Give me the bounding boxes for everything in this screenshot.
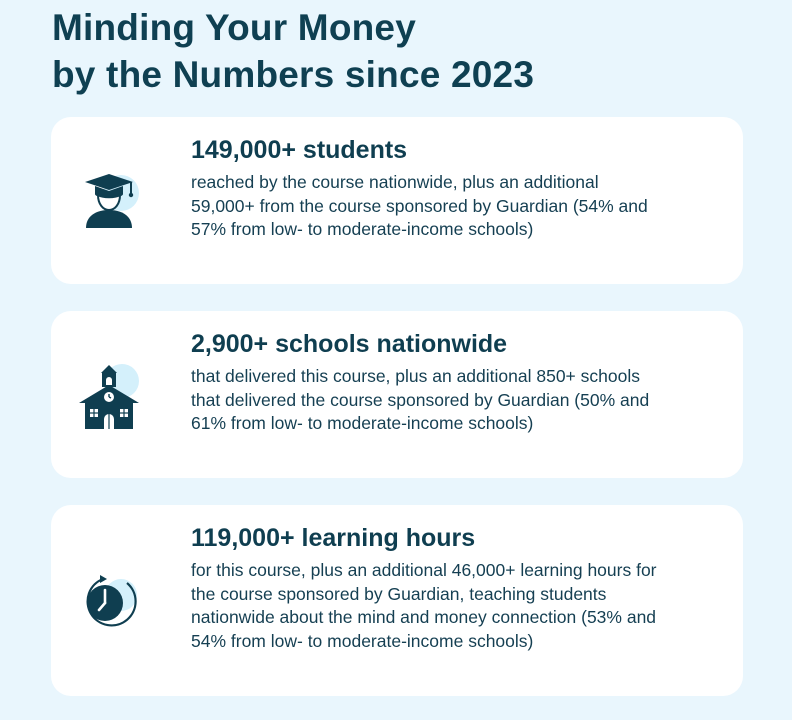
- stat-card-students: [51, 117, 743, 284]
- graduate-icon: [73, 163, 153, 243]
- stat-heading: 2,900+ schools nationwide: [191, 330, 508, 358]
- schoolhouse-icon: [73, 357, 153, 437]
- stat-description: for this course, plus an additional 46,000+ learning hours for the course sponsored by Guardian, teaching students nationwide about the mind and money connection (53% and 54% from low- to moderate-income schools): [191, 560, 657, 651]
- page-title-line-2: by the Numbers since 2023: [52, 54, 535, 95]
- stat-description: reached by the course nationwide, plus an additional 59,000+ from the course sponsored by Guardian (54% and 57% from low- to moderate-income schools): [191, 172, 648, 239]
- stat-card-schools: [51, 311, 743, 478]
- clock-icon: [73, 563, 153, 643]
- page-title: [52, 4, 534, 98]
- stat-card-learning-hours: [51, 505, 743, 696]
- stat-description: that delivered this course, plus an additional 850+ schools that delivered the course sponsored by Guardian (50% and 61% from low- to moderate-income schools): [191, 366, 650, 433]
- page-title-line-1: Minding Your Money: [52, 7, 416, 48]
- stat-heading: 119,000+ learning hours: [191, 524, 476, 552]
- stat-heading: 149,000+ students: [191, 136, 408, 164]
